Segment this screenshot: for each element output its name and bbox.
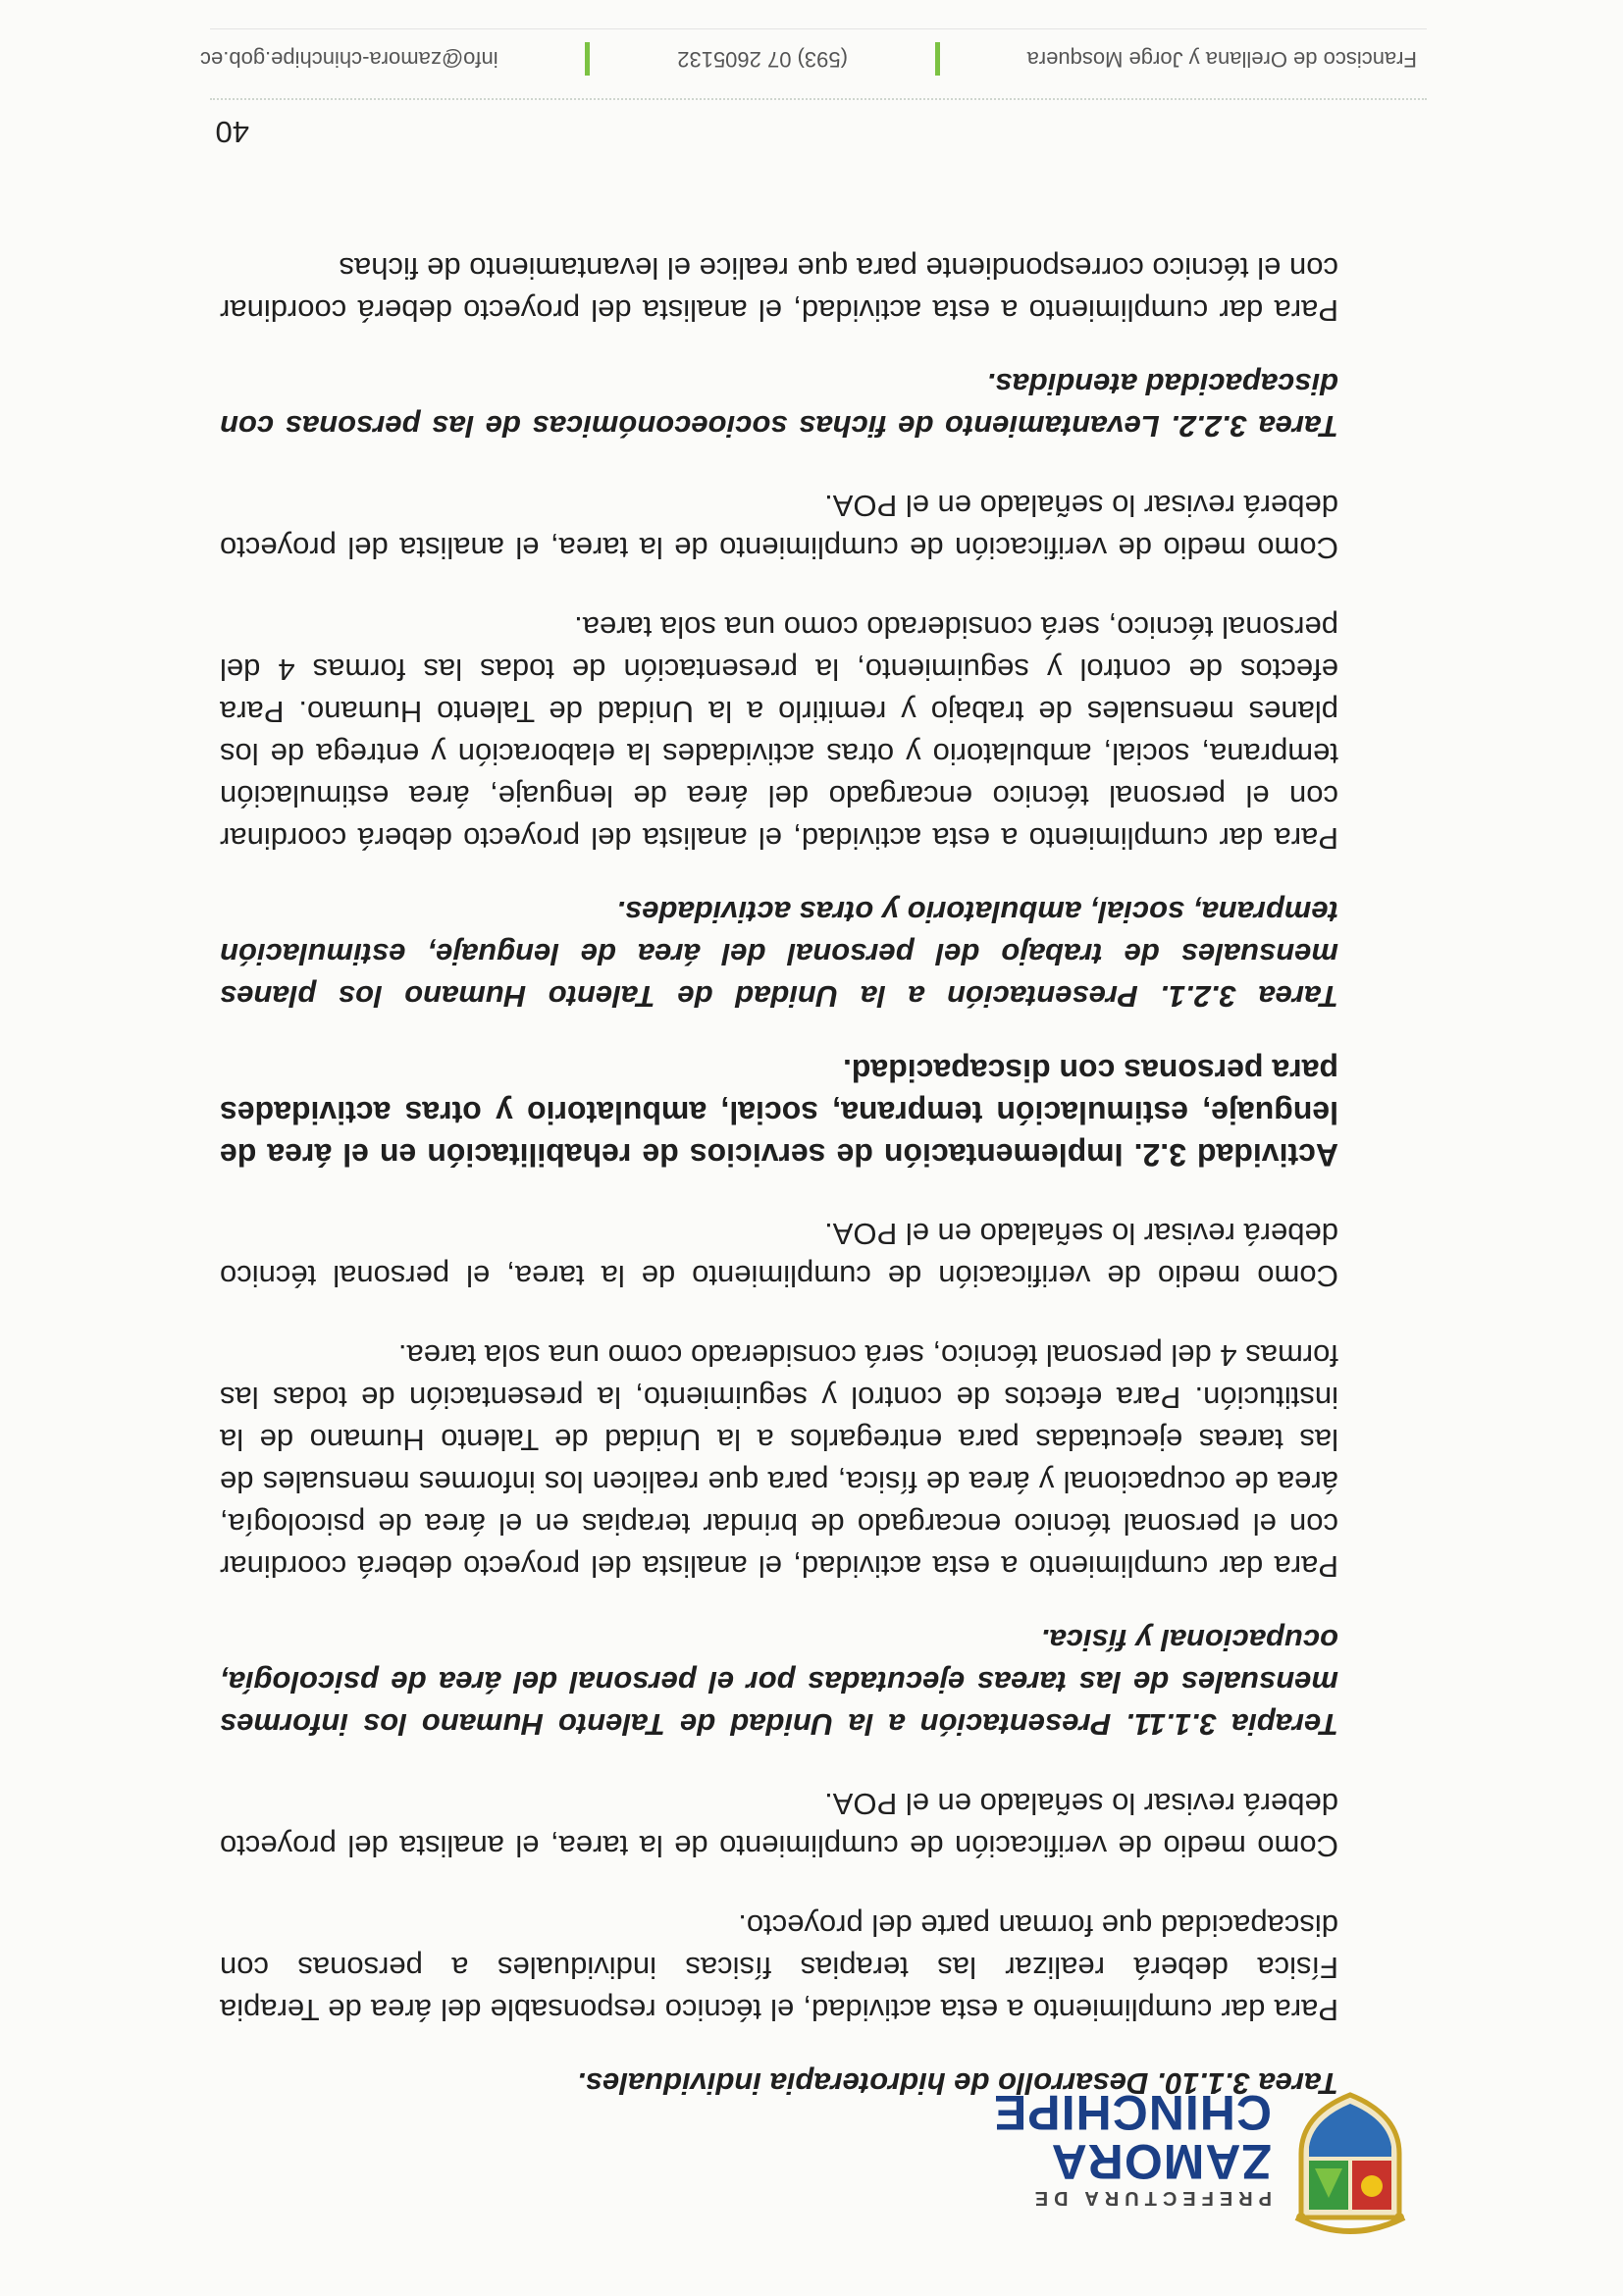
- task-heading: Tarea 3.1.10. Desarrollo de hidroterapia individuales.: [577, 2066, 1338, 2101]
- footer-phone: (593) 07 2605132: [677, 47, 848, 72]
- task-heading: Terapia 3.1.11. Presentación a la Unidad de Talento Humano los informes mensuales de las tareas ejecutadas por el personal del área de psicología, ocupacional y física.: [220, 1623, 1338, 1742]
- footer-email: info@zamora-chinchipe.gob.ec: [200, 47, 498, 72]
- footer: [200, 39, 1417, 78]
- footer-separator: [935, 42, 940, 76]
- paragraph: Para dar cumplimiento a esta actividad, el analista del proyecto deberá coordinar con el personal técnico encargado del área de lenguaje, área estimulación temprana, social, ambulatorio y otras actividades la elaboración y entrega de los planes mensuales de trabajo y remitirlo a la Unidad de Talento Humano. Para efectos de control y seguimiento, la presentación de todas las formas 4 del personal técnico, será considerado como una sola tarea.: [220, 610, 1338, 856]
- paragraph: Para dar cumplimiento a esta actividad, el analista del proyecto deberá coordinar con el técnico correspondiente para que realice el levantamiento de fichas: [220, 251, 1338, 328]
- footer-separator: [585, 42, 590, 76]
- paragraph: Para dar cumplimiento a esta actividad, el técnico responsable del área de Terapia Física deberá realizar las terapias físicas individuales a personas con discapacidad que forman parte del proyecto.: [220, 1908, 1338, 2027]
- logo-prefix: PREFECTURA DE: [1028, 2187, 1272, 2209]
- footer-divider: [210, 98, 1427, 100]
- paragraph: Para dar cumplimiento a esta actividad, el analista del proyecto deberá coordinar con el personal técnico encargado de brindar terapias en el área de psicología, área de ocupacional y área de física, para que realicen los informes mensuales de las tareas ejecutadas para entregarlos a la Unidad de Talento Humano de la institución. Para efectos de control y seguimiento, la presentación de todas las formas 4 del personal técnico, será considerado como una sola tarea.: [220, 1338, 1338, 1584]
- footer-bottom-rule: [210, 28, 1427, 29]
- coat-of-arms-icon: [1282, 2090, 1419, 2237]
- paragraph: Como medio de verificación de cumplimiento de la tarea, el analista del proyecto deberá revisar lo señalado en el POA.: [220, 1787, 1338, 1863]
- logo-chinchipe: CHINCHIPE: [992, 2085, 1272, 2140]
- logo-zamora: ZAMORA: [1050, 2134, 1272, 2189]
- task-heading: Tarea 3.2.1. Presentación a la Unidad de Talento Humano los planes mensuales de trabajo del personal del área de lenguaje, estimulación temprana, social, ambulatorio y otras actividades.: [220, 895, 1338, 1014]
- task-heading: Tarea 3.2.2. Levantamiento de fichas socioeconómicas de las personas con discapacidad atendidas.: [220, 367, 1338, 444]
- paragraph: Como medio de verificación de cumplimiento de la tarea, el analista del proyecto deberá revisar lo señalado en el POA.: [220, 489, 1338, 565]
- page-number: 40: [215, 115, 249, 149]
- paragraph: Como medio de verificación de cumplimiento de la tarea, el personal técnico deberá revisar lo señalado en el POA.: [220, 1217, 1338, 1293]
- document-body: [220, 210, 1338, 2105]
- activity-heading: Actividad 3.2. Implementación de servicios de rehabilitación en el área de lenguaje, estimulación temprana, social, ambulatorio y otras actividades para personas con discapacidad.: [220, 1053, 1338, 1173]
- footer-address: Francisco de Orellana y Jorge Mosquera: [1026, 47, 1417, 72]
